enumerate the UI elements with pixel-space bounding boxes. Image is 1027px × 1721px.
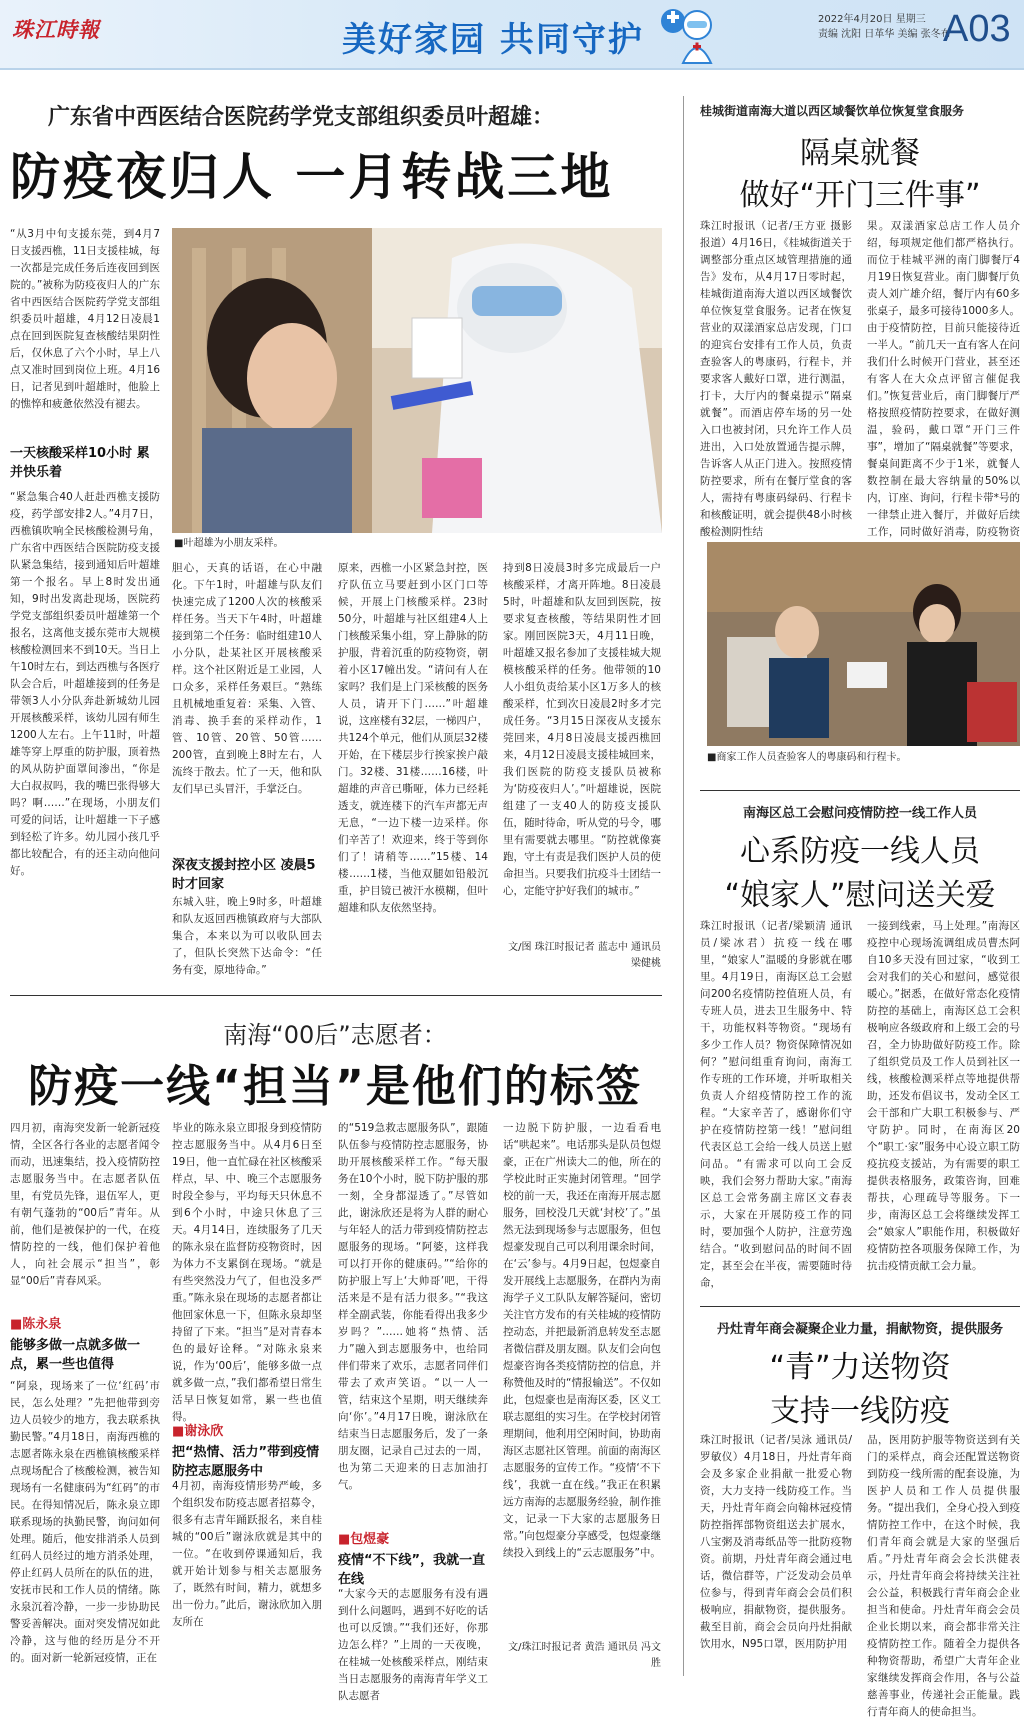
page-number: A03 (943, 8, 1011, 50)
article5-title-line1: “青”力送物资 (769, 1350, 951, 1385)
article3-column-1: 珠江时报讯（记者/梁颖清 通讯员/梁冰君）抗疫一线在哪里，“娘家人”温暖的身影就在哪里。4月19日，南海区总工会慰问200名疫情防控值班人员，有专班人员，进去卫生服务中、特干，功能权料等物资。“现场有多少工作人员？物资保障情况如何？”慰问组重育询问，南海工作专班的工作环境，并听取相关负责人介绍疫情防控工作的流程。“大家辛苦了，感谢你们守护在疫情防控第一线！”慰问组代表区总工会给一线人员送上慰问品。“有需求可以向工会反映，我们会努力帮助大家。”南海区总工会常务副主席区文春表示，大家在开展防疫工作的同时，要加强个人防护，注意劳逸结合。“收到慰问品的时间不固定，甚至会在半夜，需要随时待命， (700, 920, 852, 1289)
article1-title: 防疫夜归人 一月转战三地 (10, 148, 614, 206)
article2-kicker: 桂城街道南海大道以西区域餐饮单位恢复堂食服务 (700, 104, 965, 118)
article1-column-1b: 东城入驻，晚上9时多，叶超雄和队友返回西樵镇政府与大部队集合，本来以为可以收队回去了，但队长突然下达命令：“任务有变，原地待命。” (172, 896, 322, 976)
section2-author: ■谢泳欣 (172, 1424, 224, 1439)
article4-column-2b: 4月初，南海疫情形势严峻，多个组织发布防疫志愿者招募令，很多有志青年踊跃报名，来自桂城的“00后”谢泳欣就是其中的一位。“在收到停课通知后，我就开始计划参与相关志愿服务了，既然有时间，精力，就想多出一份力。”此后，谢泳欣加入朋友所在 (172, 1480, 322, 1628)
restaurant-checkin-photo (707, 542, 1020, 746)
article4-section-1-head (10, 1307, 160, 1376)
editor-credits: 责编 沈阳 日革华 美编 张冬布 (818, 29, 951, 40)
divider-right-1 (700, 790, 1020, 791)
article2-photo-caption: ■商家工作人员查验客人的粤康码和行程卡。 (707, 752, 907, 763)
article2-photo (707, 542, 1020, 746)
article4-column-1b: “阿泉，现场来了一位‘红码’市民，怎么处理？”先把他带到旁边人员较少的地方，我去联系执勤民警。”4月18日，南海西樵的志愿者陈永泉在西樵镇核酸采样点现场配合了核酸检测，被告知现场有一名健康码为“红码”的市民。在得知情况后，陈永泉立即联系现场的执勤民警，询问如何处理。随后，他安排消杀人员到红码人员经过的地方消杀处理，停止红码人员所在的队伍的进，安抚市民和工作人员的情绪。陈永泉沉着冷静，一步一步协助民警妥善解决。面对突发情况如此冷静，这与他的经历是分不开的。面对新一轮新冠疫情，正在 (10, 1380, 160, 1664)
article4-section-2-head (172, 1414, 322, 1483)
article1-lead: “从3月中旬支援东莞，到4月7日支援西樵，11日支援桂城，每一次都是完成任务后连夜回到医院的。”被称为防疫夜归人的广东省中西医结合医院药学党支部组织委员叶超雄，4月12日凌晨1点在回到医院复查核酸结果阴性后，仅休息了六个小时，早上八点又准时回到岗位上班。4月16日，记者见到叶超雄时，他脸上的憔悴和疲惫依然没有褪去。 (10, 228, 160, 410)
newspaper-logo: 珠江時報 (12, 17, 100, 42)
section3-author: ■包煜豪 (338, 1532, 390, 1547)
section1-title: 能够多做一点就多做一点，累一些也值得 (10, 1338, 141, 1372)
article1-kicker: 广东省中西医结合医院药学党支部组织委员叶超雄： (48, 105, 555, 130)
article3-title-line1: 心系防疫一线人员 (740, 834, 980, 869)
article2-title-line2: 做好“开门三件事” (739, 178, 981, 213)
article4-kicker: 南海“00后”志愿者： (223, 1021, 447, 1049)
section1-author: ■陈永泉 (10, 1317, 62, 1332)
article1-subhead-1: 一天核酸采样10小时 累并快乐着 (10, 446, 150, 480)
swab-sampling-photo (172, 228, 662, 533)
mascot-doctor-icon (655, 3, 721, 67)
article4-section-3-head (338, 1522, 488, 1591)
page-slogan: 美好家园 共同守护 (342, 20, 644, 60)
article1-column-0: “紧急集合40人赶赴西樵支援防疫，药学部安排2人。”4月7日，西樵镇吹响全民核酸检测号角，广东省中西医结合医院防疫支援队紧急集结，接到通知后叶超雄第一个报名。早上8时发出通知，9时出发离赴现场，医院药学党支部组织委员叶超雄第一个报名，这离他支援东莞市大规模核酸检测回来不到10天。当日上午10时左右，到达西樵与各医疗队会合后，叶超雄接到的任务是带领3人小分队奔赴新城幼儿园开展核酸采样，该幼儿园有师生1200人左右。上午11时，叶超雄等穿上厚重的防护服，顶着热的风从防护面罩间渗出，“你是大白叔叔吗，我的嘴巴张得够大吗？啊……”在现场，小朋友们可爱的问话，让叶超雄一下子感到轻松了许多。幼儿园小孩几乎都比较配合，有的还主动向他问好。 (10, 491, 160, 877)
article2-column-1: 珠江时报讯（记者/王方亚 摄影报道）4月16日，《桂城街道关于调整部分重点区域管理措施的通告》发布，从4月17日零时起，桂城街道南海大道以西区域餐饮单位恢复堂食服务。记者在恢复营业的双漾酒家总店发现，门口的迎宾台安排有工作人员，负责查验客人的粤康码，行程卡，并要求客人戴好口罩，进行测温，打卡，大厅内的餐桌提示“隔桌就餐”。而酒店停车场的另一处入口也被封闭，只允许工作人员进出，入口处放置通告提示牌，告诉客人从正门进入。按照疫情防控要求，所有在餐厅堂食的客人，需持有粤康码绿码、行程卡和核酸证明，就会提供48小时核酸检测阴性结 (700, 220, 852, 538)
article1-column-2: 原来，西樵一小区紧急封控，医疗队伍立马要赶到小区门口等候，开展上门核酸采样。23时50分，叶超雄与社区组建4人上门核酸采集小组，穿上静脉的防护服，背着沉重的防疫物资，朝着小区17幢出发。“请问有人在家吗？我们是上门采核酸的医务人员，请开下门……”叶超雄说，这座楼有32层，一梯四户，共124个单元，他们从顶层32楼开始，在下楼层步行挨家挨户敲门。32楼、31楼……16楼，叶超雄的声音已嘶哑，体力已经耗透支，就连楼下的汽车声都无声无息，“一边下楼一边采样。你们辛苦了！欢迎来，终于等到你们了！请稍等……”15楼、14楼……1楼，当他双腿如铅般沉重，护目镜已被汗水模糊，但叶超雄和队友依然坚持。 (338, 562, 488, 914)
issue-info (818, 12, 951, 42)
article1-byline: 文/图 珠江时报记者 蓝志中 通讯员 梁健桃 (508, 942, 661, 969)
article4-column-3: 的“519急救志愿服务队”，跟随队伍参与疫情防控志愿服务，协助开展核酸采样工作。“每天服务在10个小时，脱下防护服的那一刻，全身都湿透了。”尽管如此，谢泳欣还是将为人群的耐心与年轻人的活力带到疫情防控志愿服务的现场。“阿婆，这样我可以打开你的健康码。”“给你的防护服上写上‘大帅哥’吧，干得活来是不是有活力很多。”“我这样全副武装，你能看得出我多少岁吗？”……她将“热情、活力”融入到志愿服务中，也给同伴们带来了欢乐，志愿者同伴们带去了欢声笑语。“以一人一管，结束这个星期，明天继续奔向‘你’。”4月17日晚，谢泳欣在结束当日志愿服务后，发了一条朋友圈，记录自己过去的一周，也为第二天迎来的日志加油打气。 (338, 1122, 488, 1491)
article4-column-2: 毕业的陈永泉立即报身到疫情防控志愿服务当中。从4月6日至19日，他一直忙碌在社区核酸采样点，早、中、晚三个志愿服务时段全参与，平均每天只休息不到6个小时，中途只休息了三天。4月14日，连续服务了几天的陈永泉在监督防疫物资时，因为体力不支累倒在现场。“就是有些突然没力气了，但也没多严重。”陈永泉在现场的志愿者都让他回家休息一下，但陈永泉却坚持留了下来。“担当”是对青春本色的最好诠释。“对陈永泉来说，作为‘00后’，能够多做一点就多做一点，”我们都希望日常生活早日恢复如常，累一些也值得。 (172, 1122, 322, 1423)
section3-title: 疫情“不下线”，我就一直在线 (338, 1553, 486, 1587)
article3-title-line2: “娘家人”慰问送关爱 (724, 878, 996, 913)
article1-photo (172, 228, 662, 533)
masthead (0, 0, 1024, 70)
section2-title: 把“热情、活力”带到疫情防控志愿服务中 (172, 1445, 320, 1479)
article2-title-line1: 隔桌就餐 (800, 136, 920, 171)
article1-subhead-2: 深夜支援封控小区 凌晨5时才回家 (172, 858, 316, 892)
article5-column-1: 珠江时报讯（记者/吴泳 通讯员/罗敏仪）4月18日，丹灶青年商会及多家企业捐献一批爱心物资，大力支持一线防疫工作。当天，丹灶青年商会向翰林冠疫情防控指挥部物资组送去扩展水，八宝粥及消毒纸品等一批防疫物资。前期，丹灶青年商会通过电话，微信群等，广泛发动会员单位参与，得到青年商会会员们积极响应，捐献物资，提供服务。截至目前，商会会员向丹灶捐献饮用水，N95口罩，医用防护用 (700, 1434, 852, 1650)
article1-column-1: 胆心，天真的话语，在心中融化。下午1时，叶超雄与队友们快速完成了1200人次的核酸采样任务。当天下午4时，叶超雄接到第二个任务：临时组建10人小分队，赴某社区开展核酸采样。这个社区附近是工业园，人口众多，采样任务艰巨。“熟练且机械地重复着：采集、入管、消毒、换手套的采样动作，1管、10管、20管、50管……200管，直到晚上8时左右，人流终于散去。忙了一天，他和队友们早已头冒汗，手掌泛白。 (172, 562, 322, 795)
article3-kicker: 南海区总工会慰问疫情防控一线工作人员 (742, 806, 977, 821)
article2-column-2: 果。双漾酒家总店工作人员介绍，每项规定他们都严格执行。而位于桂城平洲的南门脚餐厅4月19日恢复营业。南门脚餐厅负责人刘广雄介绍，餐厅内有60多张桌子，最多可接待1000多人。由于疫情防控，目前只能接待近一半人。“前几天一直有客人在问我们什么时候开门营业，甚至还有客人在大众点评留言催促我们。”恢复营业后，南门脚餐厅严格按照疫情防控要求，在做好测温，验码，戴口罩“开门三件事”，增加了“隔桌就餐”等要求，餐桌间距离不少于1米，就餐人数控制在最大容纳量的50%以内，订座、询问，行程卡带*号的一律禁止进入餐厅，并做好后续工作，同时做好消毒，防疫物资 (867, 220, 1020, 538)
article5-kicker: 丹灶青年商会凝聚企业力量，捐献物资，提供服务 (716, 1322, 1003, 1337)
article4-byline: 文/珠江时报记者 黄浩 通讯员 冯文胜 (508, 1642, 661, 1669)
article1-photo-caption: ■叶超雄为小朋友采样。 (174, 538, 284, 549)
article4-column-3b: “大家今天的志愿服务有没有遇到什么问题吗，遇到不好吃的话也可以反馈。”“我们还好，你那边怎么样？”上周的一天夜晚，在桂城一处核酸采样点，刚结束当日志愿服务的南海青年学义工队志愿者 (338, 1588, 488, 1702)
article5-column-2: 品，医用防护服等物资送到有关门的采样点，商会还配置送物资到防疫一线所需的配套设施，为医护人员和工作人员提供服务。“提出我们，全身心投入到疫情防控工作中，在这个时候，我们青年商会就是大家的坚强后盾。”丹灶青年商会会长洪健表示，丹灶青年商会将持续关注社会公益，积极践行青年商会企业担当和使命。丹灶青年商会会员企业长期以来，商会都非常关注疫情防控工作。随着全力提供各种物资帮助，希望广大青年企业家继续发挥商会作用，各与公益慈善事业，传递社会正能量。践行青年商人的使命担当。 (867, 1434, 1020, 1718)
divider-right-2 (700, 1306, 1020, 1307)
article4-column-1: 四月初，南海突发新一轮新冠疫情，全区各行各业的志愿者闻令而动，迅速集结，投入疫情防控志愿服务当中。在志愿者队伍里，有党员先锋，退伍军人，更有朝气蓬勃的“00后”青年。从前，他们是被保护的一代，在疫情防控的一线，他们保护着他人，向社会展示“担当”，彰显“00后”青春风采。 (10, 1122, 160, 1287)
column-divider (683, 96, 684, 1676)
article4-title: 防疫一线“担当”是他们的标签 (28, 1061, 642, 1112)
divider-left (10, 995, 662, 996)
issue-date: 2022年4月20日 星期三 (818, 14, 926, 25)
article3-column-2: 一接到线索，马上处理。”南海区疫控中心现场流调组成员曹杰阿自10多天没有回过家，“收到工会对我们的关心和慰问，感觉很暖心。”据悉，在做好常态化疫情防控的基础上，南海区总工会积极响应各级政府和上级工会的号召，全力协助做好防疫工作。除了组织党员及工作人员到社区一线，核酸检测采样点等地提供帮助，还发布倡议书，发动全区工会干部和广大职工积极参与、严守防护。同时，在南海区20个“职工·家”服务中心设立职工防疫抗疫支援站，为有需要的职工提供表格服务，政策咨询，回难帮扶，心理疏导等服务。下一步，南海区总工会将继续发挥工会“娘家人”职能作用，积极做好疫情防控各项服务保障工作，为抗击疫情贡献工会力量。 (867, 920, 1020, 1272)
article1-column-3: 持到8日凌晨3时多完成最后一户核酸采样，才离开阵地。8日凌晨5时，叶超雄和队友回到医院，按要求复查核酸，等结果阴性才回家。刚回医院3天，4月11日晚，叶超雄又报名参加了支援桂城大规模核酸采样的任务。他带领的10人小组负责给某小区1万多人的核酸采样，忙到次日凌晨2时多才完成任务。“3月15日深夜从支援东莞回来，4月8日凌晨支援西樵回来，4月12日凌晨支援桂城回来，我们医院的防疫支援队员被称为‘防疫夜归人’。”叶超雄说，医院组建了一支40人的防疫支援队伍，随时待命，听从党的号令，哪里有需要就去哪里。“防控就像赛跑，守土有责是我们医护人员的使命担当。只要我们抗疫斗士团结一心，定能守护好我们的城市。” (503, 562, 661, 897)
article4-column-4: 一边脱下防护服，一边看看电话“哄起来”。电话那头是队员包煜豪，正在广州读大二的他，所在的学校此时正实施封闭管理。“回学校的前一天，我还在南海开展志愿服务，回校没几天就‘封校’了。”虽然无法到现场参与志愿服务，但包煜豪发现自己可以利用课余时间，在‘云’参与。4月9日起，包煜豪自发开展线上志愿服务，在群内为南海学子义工队队友解答疑问，密切关注官方发布的有关桂城的疫情防控动态，并把最新消息转发至志愿者微信群及朋友圈。队友们会向包煜豪咨询各类疫情防控的信息，并称赞他及时的“情报输送”。不仅如此，包煜豪也是南海区委，区义工联志愿组的实习生。在学校封闭管理期间，他利用空闲时间，协助南海区志愿社区管理。前面的南海区志愿服务的宣传工作。“疫情‘不下线’，我就一直在线。”我正在积累远方南海的志愿服务经验，制作推文，记录一下大家的志愿服务日常。”向包煜豪分享感受，包煜豪继续投入到线上的“云志愿服务”中。 (503, 1122, 661, 1559)
article5-title-line2: 支持一线防疫 (770, 1394, 950, 1429)
